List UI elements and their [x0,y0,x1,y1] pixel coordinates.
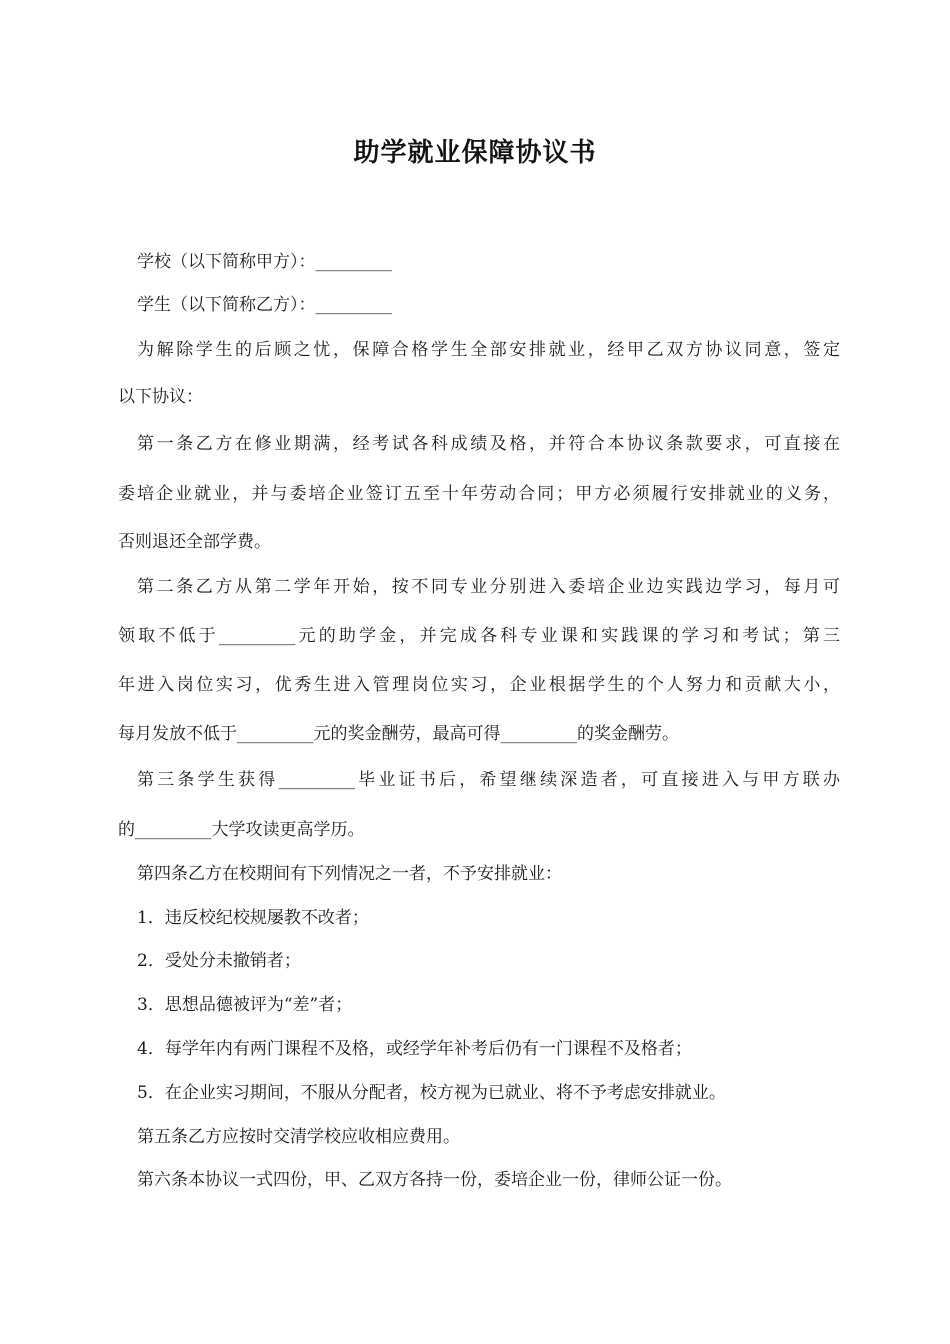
article-4-item-5: 5．在企业实习期间，不服从分配者，校方视为已就业、将不予考虑安排就业。 [137,1083,726,1103]
preamble-line-1: 为解除学生的后顾之忧，保障合格学生全部安排就业，经甲乙双方协议同意，签定 [137,340,840,360]
article-2-line-4: 每月发放不低于_________元的奖金酬劳，最高可得_________的奖金酬劳。 [118,724,679,744]
article-4-item-1: 1．违反校纪校规屡教不改者； [137,908,369,928]
article-4-item-3: 3．思想品德被评为“差”者； [137,995,353,1015]
article-4-item-2: 2．受处分未撤销者； [137,951,301,971]
document-title: 助学就业保障协议书 [353,138,597,168]
article-2-line-1: 第二条乙方从第二学年开始，按不同专业分别进入委培企业边实践边学习，每月可 [137,577,840,597]
article-5-line: 第五条乙方应按时交清学校应收相应费用。 [137,1127,460,1147]
article-3-line-1: 第三条学生获得_________毕业证书后，希望继续深造者，可直接进入与甲方联办 [137,770,840,790]
article-4-line: 第四条乙方在校期间有下列情况之一者，不予安排就业： [137,864,562,884]
article-6-line: 第六条本协议一式四份，甲、乙双方各持一份，委培企业一份，律师公证一份。 [137,1170,732,1190]
article-1-line-2: 委培企业就业，并与委培企业签订五至十年劳动合同；甲方必须履行安排就业的义务， [118,484,840,504]
article-1-line-3: 否则退还全部学费。 [118,532,271,552]
party-a-line: 学校（以下简称甲方）：_________ [137,252,392,272]
article-2-line-3: 年进入岗位实习，优秀生进入管理岗位实习，企业根据学生的个人努力和贡献大小， [118,675,840,695]
article-2-line-2: 领取不低于_________元的助学金，并完成各科专业课和实践课的学习和考试；第三 [118,626,840,646]
party-b-line: 学生（以下简称乙方）：_________ [137,295,392,315]
preamble-line-2: 以下协议： [118,387,203,407]
article-3-line-2: 的_________大学攻读更高学历。 [118,820,365,840]
article-1-line-1: 第一条乙方在修业期满，经考试各科成绩及格，并符合本协议条款要求，可直接在 [137,434,840,454]
article-4-item-4: 4．每学年内有两门课程不及格，或经学年补考后仍有一门课程不及格者； [137,1039,692,1059]
